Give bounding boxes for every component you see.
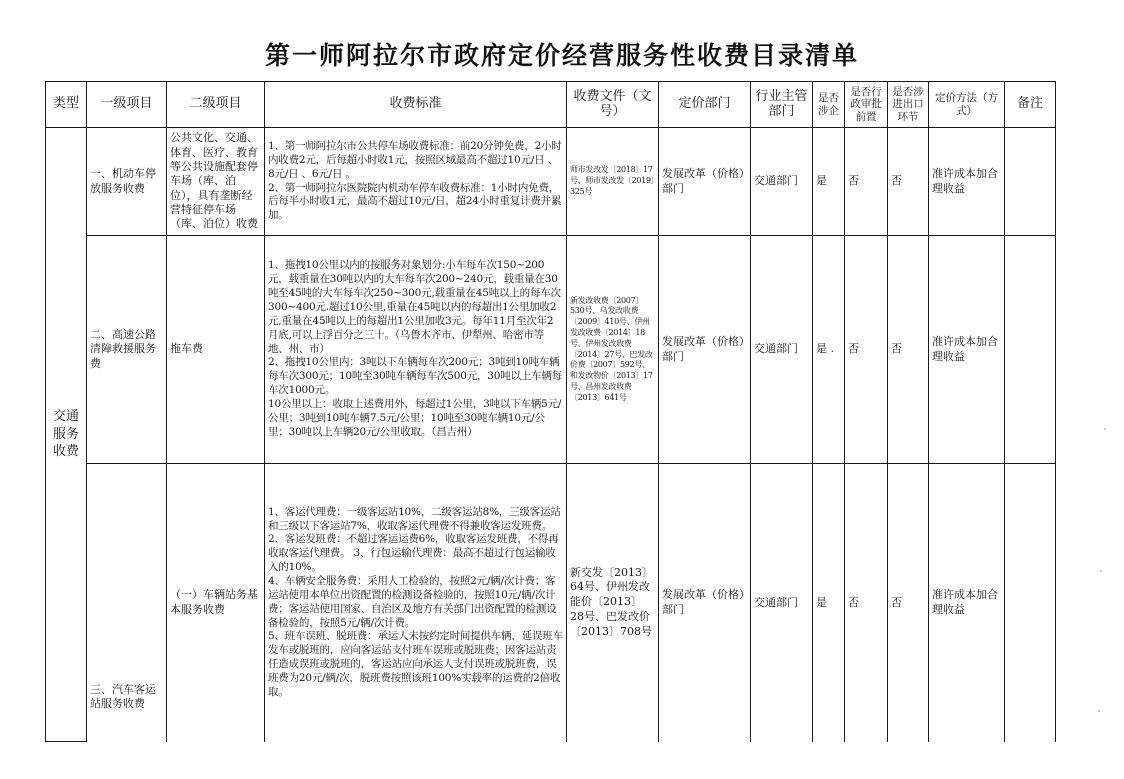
enterprise-cell: 是 [813, 464, 845, 742]
method-cell: 准许成本加合理收益 [929, 464, 1005, 742]
approval-cell: 否 [845, 236, 888, 464]
level2-cell: 公共文化、交通、体育、医疗、教育等公共设施配套停车场（库、泊位），具有垄断经营特征停车场（库、泊位）收费 [167, 128, 265, 236]
header-approval: 是否行政审批前置 [845, 82, 888, 128]
dept-cell: 发展改革（价格）部门 [659, 464, 751, 742]
standard-cell: 1、第一师阿拉尔市公共停车场收费标准：前20分钟免费，2小时内收费2元，后每超小时收1元，按照区域最高不超过10元/日 、8元/日 、6元/日 。 2、第一师阿拉尔医院院内机动车停车收费标准：1小时内免费，后每半小时收1元，最高不超过10元/日，超24小时重复计费并累加。 [265, 128, 567, 236]
remark-cell [1005, 128, 1056, 236]
scan-speck [1100, 570, 1102, 572]
scan-speck [1104, 428, 1106, 430]
remark-cell [1005, 464, 1056, 742]
port-cell: 否 [888, 236, 929, 464]
doc-cell: 师市发改发〔2018〕17号、师市发改发〔2019〕325号 [567, 128, 659, 236]
header-dept: 定价部门 [659, 82, 751, 128]
level1-cell: 三、汽车客运站服务收费 [87, 464, 167, 742]
header-enterprise: 是否涉企 [813, 82, 845, 128]
doc-cell: 新交发〔2013〕64号、伊州发改能价〔2013〕28号、巴发改价〔2013〕708号 [567, 464, 659, 742]
approval-cell: 否 [845, 128, 888, 236]
enterprise-cell: 是 [813, 128, 845, 236]
dept-cell: 发展改革（价格）部门 [659, 236, 751, 464]
table-row [46, 236, 1056, 464]
approval-cell: 否 [845, 464, 888, 742]
page-title: 第一师阿拉尔市政府定价经营服务性收费目录清单 [264, 41, 859, 70]
header-level2: 二级项目 [167, 82, 265, 128]
port-cell: 否 [888, 128, 929, 236]
level2-cell: （一）车辆站务基本服务收费 [167, 464, 265, 742]
scan-speck [1098, 710, 1100, 712]
standard-cell: 1、拖拽10公里以内的按服务对象划分:小车每车次150~200元，载重量在30吨以内的大车每车次200~240元，载重量在30吨至45吨的大车每车次250~300元,载重量在45吨以上的每车次300~400元.超过10公里,重量在45吨以内的每超出1公里加收2元,重量在45吨以上的每超出1公里加收3元。每年11月至次年2月底,可以上浮百分之三十。（乌鲁木齐市、伊犁州、哈密市等地、州、市） 2、拖拽10公里内：3吨以下车辆每车次200元；3吨到10吨车辆每车次300元；10吨至30吨车辆每车次500元，30吨以上车辆每车次1000元。 10公里以上：收取上述费用外，每超过1公里，3吨以下车辆5元/公里；3吨到10吨车辆7.5元/公里；10吨至30吨车辆10元/公里；30吨以上车辆20元/公里收取。（昌吉州） [265, 236, 567, 464]
table-row [46, 464, 1056, 742]
header-row [46, 82, 1056, 128]
fee-catalog-table [45, 81, 1056, 742]
header-type: 类型 [46, 82, 87, 128]
standard-cell: 1、客运代理费：一级客运站10%，二级客运站8%，三级客运站和三级以下客运站7%，收取客运代理费不得兼收客运发班费。 2、客运发班费：不超过客运运费6%，收取客运发班费，不得再收取客运代理费。 3、行包运输代理费：最高不超过行包运输收入的10%。 4、车辆安全服务费：采用人工检验的，按照2元/辆/次计费；客运站使用本单位出资配置的检测设备检验的，按照10元/辆/次计费；客运站使用国家、自治区及地方有关部门出资配置的检测设备检验的，按照5元/辆/次计费。 5、班车误班、脱班费：承运人未按约定时间提供车辆，延误班车发车或脱班的，应向客运站支付班车误班或脱班费；因客运站责任造成误班或脱班的，客运站应向承运人支付误班或脱班费，误班费为20元/辆/次，脱班费按照该班100%实载率的运费的2倍收取。 [265, 464, 567, 742]
header-standard: 收费标准 [265, 82, 567, 128]
header-remark: 备注 [1005, 82, 1056, 128]
header-doc: 收费文件（文号） [567, 82, 659, 128]
method-cell: 准许成本加合理收益 [929, 128, 1005, 236]
level2-cell: 拖车费 [167, 236, 265, 464]
remark-cell [1005, 236, 1056, 464]
doc-cell: 新发改收费〔2007〕530号、乌发改收费〔2009〕410号、伊州发改收费〔2014〕18号、伊州发改收费〔2014〕27号、巴发改价费〔2007〕592号、和发改物价〔2013〕17号、昌州发改收费〔2013〕641号 [567, 236, 659, 464]
level1-cell: 一、机动车停放服务收费 [87, 128, 167, 236]
table-row [46, 128, 1056, 236]
dept-cell: 发展改革（价格）部门 [659, 128, 751, 236]
level1-cell: 二、高速公路清障救援服务费 [87, 236, 167, 464]
industry-cell: 交通部门 [751, 128, 813, 236]
port-cell: 否 [888, 464, 929, 742]
method-cell: 准许成本加合理收益 [929, 236, 1005, 464]
category-cell: 交通服务收费 [46, 128, 87, 742]
header-method: 定价方法（方式） [929, 82, 1005, 128]
industry-cell: 交通部门 [751, 464, 813, 742]
header-industry: 行业主管部门 [751, 82, 813, 128]
enterprise-cell: 是 . [813, 236, 845, 464]
header-level1: 一级项目 [87, 82, 167, 128]
industry-cell: 交通部门 [751, 236, 813, 464]
header-port: 是否涉进出口环节 [888, 82, 929, 128]
